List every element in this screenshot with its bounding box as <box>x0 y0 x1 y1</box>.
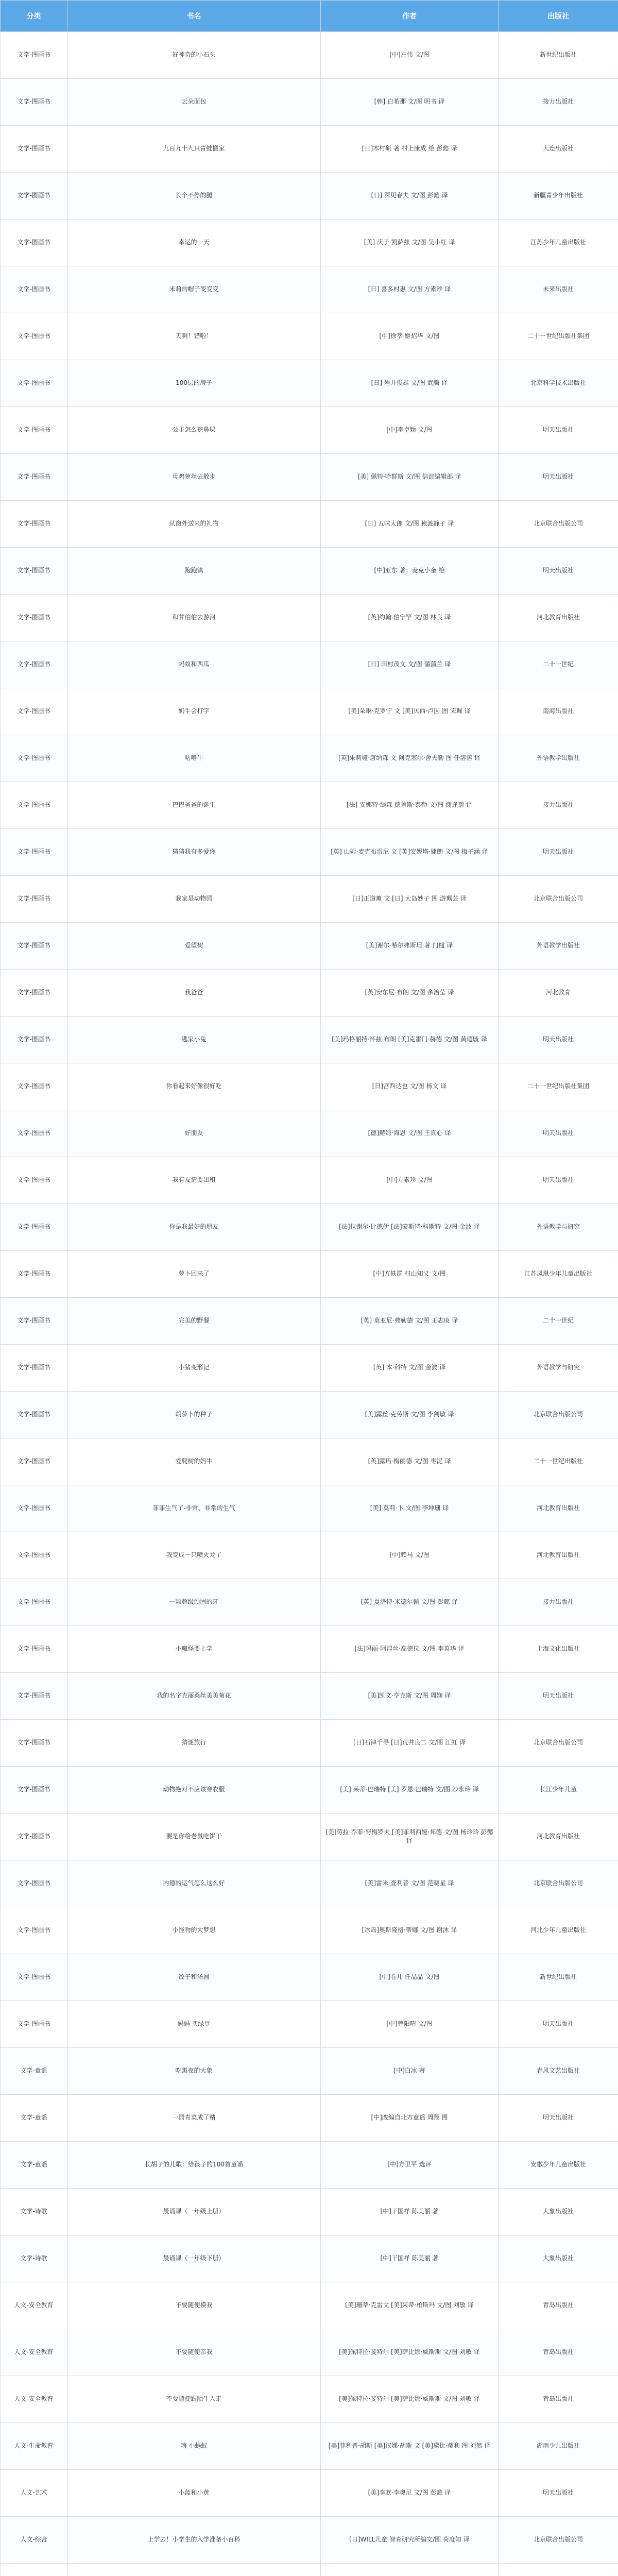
cell-title <box>67 2564 321 2576</box>
cell-author: [中]曾阳晴 文/图 <box>321 2001 499 2048</box>
cell-category: 文学-图画书 <box>1 1016 67 1063</box>
cell-title: 小猪变形记 <box>67 1345 321 1392</box>
table-row <box>1 454 618 501</box>
cell-publisher: 明天出版社 <box>499 829 618 876</box>
cell-title: 不要随便摸我 <box>67 2282 321 2329</box>
cell-author: [法]拉谢尔·比德伊 [法]蒙斯特·科斯特 文/图 金波 译 <box>321 1204 499 1251</box>
cell-category: 文学-图画书 <box>1 1532 67 1579</box>
cell-category: 文学-图画书 <box>1 219 67 266</box>
cell-title: 萝卜回来了 <box>67 1251 321 1298</box>
cell-publisher: 明天出版社 <box>499 2470 618 2517</box>
cell-category: 文学-图画书 <box>1 970 67 1016</box>
cell-category: 文学-图画书 <box>1 829 67 876</box>
table-row <box>1 923 618 970</box>
cell-category: 文学-图画书 <box>1 407 67 454</box>
cell-category: 文学-图画书 <box>1 1063 67 1110</box>
cell-publisher: 河北教育出版社 <box>499 595 618 641</box>
cell-author: [中]方轶群 村山知义 文/图 <box>321 1251 499 1298</box>
table-row <box>1 1673 618 1720</box>
cell-author: [中]干国祥 陈美丽 著 <box>321 2235 499 2282</box>
cell-publisher: 二十一世纪出版社 <box>499 1438 618 1485</box>
cell-author: [美]佩特拉·斐特尔 [美]萨比娜·威斯斯 文/图 刘敏 译 <box>321 2329 499 2376</box>
cell-publisher: 上海文化出版社 <box>499 1626 618 1673</box>
table-row <box>1 407 618 454</box>
cell-author <box>321 2564 499 2576</box>
cell-author: [美]菲利普·胡斯 [美]汉娜·胡斯 文 [美]黛比·蒂利 图 刘然 译 <box>321 2423 499 2470</box>
cell-author: [德]赫姆·海恩 文/图 王真心 译 <box>321 1110 499 1157</box>
cell-category: 文学-图画书 <box>1 173 67 219</box>
table-row <box>1 2001 618 2048</box>
table-row <box>1 970 618 1016</box>
cell-publisher: 明天出版社 <box>499 454 618 501</box>
cell-publisher: 外语教学出版社 <box>499 923 618 970</box>
cell-publisher: 北京联合出版公司 <box>499 2517 618 2564</box>
cell-publisher: 大连出版社 <box>499 126 618 173</box>
cell-author: [中]亚东 著；麦克小奎 绘 <box>321 548 499 595</box>
cell-category: 文学-图画书 <box>1 1298 67 1345</box>
cell-publisher: 接力出版社 <box>499 1579 618 1626</box>
cell-publisher: 二十一世纪 <box>499 1298 618 1345</box>
cell-title: 和甘伯伯去游河 <box>67 595 321 641</box>
cell-title: 猜猜我有多爱你 <box>67 829 321 876</box>
cell-category: 文学-图画书 <box>1 735 67 782</box>
cell-author: [英]约翰·伯宁罕 文/图 林良 译 <box>321 595 499 641</box>
cell-category: 文学-图画书 <box>1 454 67 501</box>
cell-publisher: 青岛出版社 <box>499 2329 618 2376</box>
cell-publisher: 新疆青少年出版社 <box>499 173 618 219</box>
table-row <box>1 1298 618 1345</box>
cell-author: [美]珊蒂·克雷文 [美]茱蒂·柏斯玛 文/图 刘敏 译 <box>321 2282 499 2329</box>
cell-title: 幸运的一天 <box>67 219 321 266</box>
cell-category: 人文-综合 <box>1 2517 67 2564</box>
cell-category: 文学-图画书 <box>1 876 67 923</box>
table-row <box>1 126 618 173</box>
cell-category: 文学-图画书 <box>1 360 67 407</box>
table-row <box>1 1860 618 1907</box>
cell-author: [日] 深见春夫 文/图 彭懿 译 <box>321 173 499 219</box>
cell-publisher: 大象出版社 <box>499 2189 618 2235</box>
cell-publisher: 明天出版社 <box>499 2095 618 2142</box>
cell-category: 文学-图画书 <box>1 1767 67 1814</box>
cell-author: [英] 山姆·麦克布雷尼 文 [英]安妮塔·婕朗 文/图 梅子涵 译 <box>321 829 499 876</box>
cell-author: [日]WILL儿童 智育研究所编文/图 荷度知 译 <box>321 2517 499 2564</box>
cell-title: 咕噜牛 <box>67 735 321 782</box>
cell-category: 文学-诗歌 <box>1 2189 67 2235</box>
table-row <box>1 595 618 641</box>
cell-category: 文学-图画书 <box>1 501 67 548</box>
table-row <box>1 2235 618 2282</box>
cell-category: 文学-图画书 <box>1 1673 67 1720</box>
cell-category: 文学-图画书 <box>1 126 67 173</box>
cell-author: [美] 佩特·哈群斯 文/图 信谊编辑部 译 <box>321 454 499 501</box>
cell-title: 小怪物的大梦想 <box>67 1907 321 1954</box>
cell-title: 好神奇的小石头 <box>67 32 321 79</box>
cell-publisher: 外语教学出版社 <box>499 735 618 782</box>
cell-author: [中]方卫平 选评 <box>321 2142 499 2189</box>
cell-publisher: 青岛出版社 <box>499 2376 618 2423</box>
table-row <box>1 1954 618 2001</box>
table-row <box>1 313 618 360</box>
cell-author: [美]雷米·查利普 文/图 范晓星 译 <box>321 1860 499 1907</box>
table-row <box>1 2470 618 2517</box>
cell-title: 饺子和汤圆 <box>67 1954 321 2001</box>
cell-category: 文学-图画书 <box>1 923 67 970</box>
cell-publisher: 二十一世纪 <box>499 641 618 688</box>
cell-title: 我有友情要出租 <box>67 1157 321 1204</box>
table-row <box>1 548 618 595</box>
cell-author: [日]石津千寻 [日]荒井良二 文/图 江虹 译 <box>321 1720 499 1767</box>
cell-title: 我家是动物园 <box>67 876 321 923</box>
cell-author: [中]白冰 著 <box>321 2048 499 2095</box>
cell-publisher: 明天出版社 <box>499 1110 618 1157</box>
cell-title: 内德的运气怎么这么好 <box>67 1860 321 1907</box>
table-row <box>1 1720 618 1767</box>
cell-category: 文学-图画书 <box>1 79 67 126</box>
table-row <box>1 1907 618 1954</box>
cell-publisher: 未来出版社 <box>499 266 618 313</box>
cell-category: 文学-图画书 <box>1 641 67 688</box>
table-header-row <box>1 1 618 32</box>
cell-author: [英] 莫亚尼·弗勒德 文/图 王志庚 译 <box>321 1298 499 1345</box>
cell-title: 跑跑镇 <box>67 548 321 595</box>
cell-author: [美] 庆子·凯萨兹 文/图 吴小红 译 <box>321 219 499 266</box>
cell-title: 一颗超级顽固的牙 <box>67 1579 321 1626</box>
cell-category: 文学-图画书 <box>1 1345 67 1392</box>
cell-author: [日] 五味太郎 文/图 猿渡静子 译 <box>321 501 499 548</box>
cell-category: 文学-诗歌 <box>1 2235 67 2282</box>
cell-author: [日]宫西达也 文/图 杨文 译 <box>321 1063 499 1110</box>
table-row <box>1 2376 618 2423</box>
cell-publisher: 北京联合出版公司 <box>499 876 618 923</box>
cell-publisher: 春风文艺出版社 <box>499 2048 618 2095</box>
cell-author: [美]劳拉·乔菲·努梅罗夫 [美]菲利西娅·邦德 文/图 杨玲玲 彭懿 译 <box>321 1814 499 1860</box>
cell-author: [中]方素珍 文/图 <box>321 1157 499 1204</box>
table-row <box>1 1485 618 1532</box>
table-row <box>1 1110 618 1157</box>
cell-title: 吃黑夜的大象 <box>67 2048 321 2095</box>
cell-author: [美]露丝·克劳斯 文/图 李剑敏 译 <box>321 1392 499 1438</box>
cell-category: 文学-图画书 <box>1 1579 67 1626</box>
cell-publisher: 明天出版社 <box>499 1673 618 1720</box>
cell-author: [中]卷儿 任晶晶 文/图 <box>321 1954 499 2001</box>
cell-publisher: 青岛出版社 <box>499 2282 618 2329</box>
cell-category: 文学-图画书 <box>1 1110 67 1157</box>
cell-category: 文学-图画书 <box>1 1814 67 1860</box>
cell-publisher: 外语教学与研究 <box>499 1345 618 1392</box>
cell-author: [美]佩特拉·斐特尔 [美]萨比娜·威斯斯 文/图 刘敏 译 <box>321 2376 499 2423</box>
cell-author: [日] 喜多村惠 文/图 方素珍 译 <box>321 266 499 313</box>
table-row <box>1 219 618 266</box>
cell-category: 人文-安全教育 <box>1 2329 67 2376</box>
cell-publisher: 江苏凤凰少年儿童出版社 <box>499 1251 618 1298</box>
cell-title: 巴巴爸爸的诞生 <box>67 782 321 829</box>
cell-category: 文学-图画书 <box>1 2001 67 2048</box>
table-row <box>1 1016 618 1063</box>
cell-author: [英]露玛·梅丽德 文/图 枣泥 译 <box>321 1438 499 1485</box>
cell-title: 米莉的帽子变变变 <box>67 266 321 313</box>
cell-author: [英]安东尼·布朗 文/图 余治莹 译 <box>321 970 499 1016</box>
cell-publisher: 明天出版社 <box>499 407 618 454</box>
cell-publisher: 江苏少年儿童出版社 <box>499 219 618 266</box>
cell-category: 文学-图画书 <box>1 1251 67 1298</box>
cell-author: [法]玛丽-阿涅丝·高德拉 文/图 李英华 译 <box>321 1626 499 1673</box>
table-row <box>1 79 618 126</box>
cell-category: 文学-图画书 <box>1 32 67 79</box>
cell-title: 我的名字克丽桑丝美美菊花 <box>67 1673 321 1720</box>
cell-title: 天啊！错啦！ <box>67 313 321 360</box>
table-row <box>1 501 618 548</box>
cell-author: [美]谢尔·希尔弗斯坦 著 门槛 译 <box>321 923 499 970</box>
cell-author: [英]朱莉娅·唐纳森 文 阿克塞尔·舍夫勒 图 任溶溶 译 <box>321 735 499 782</box>
cell-category: 人文-安全教育 <box>1 2376 67 2423</box>
table-row <box>1 2329 618 2376</box>
cell-publisher <box>499 2564 618 2576</box>
cell-publisher: 新世纪出版社 <box>499 1954 618 2001</box>
table-row <box>1 2517 618 2564</box>
column-header-category: 分类 <box>1 1 67 32</box>
cell-category: 文学-图画书 <box>1 782 67 829</box>
cell-title: 我变成一只喷火龙了 <box>67 1532 321 1579</box>
table-row <box>1 782 618 829</box>
table-row <box>1 2423 618 2470</box>
cell-category: 人文-生命教育 <box>1 2423 67 2470</box>
cell-publisher: 二十一世纪出版社集团 <box>499 313 618 360</box>
cell-title: 长胡子的儿歌：给孩子的100首童谣 <box>67 2142 321 2189</box>
cell-title: 不要随便亲我 <box>67 2329 321 2376</box>
cell-author: [英] 夏洛特·米德尔顿 文/图 彭懿 译 <box>321 1579 499 1626</box>
cell-publisher: 明天出版社 <box>499 1016 618 1063</box>
table-body <box>1 32 618 2576</box>
cell-publisher: 新世纪出版社 <box>499 32 618 79</box>
cell-publisher: 接力出版社 <box>499 79 618 126</box>
table-row <box>1 2189 618 2235</box>
cell-publisher: 明天出版社 <box>499 548 618 595</box>
cell-publisher: 明天出版社 <box>499 2001 618 2048</box>
cell-author: [中]干国祥 陈美丽 著 <box>321 2189 499 2235</box>
table-row <box>1 1204 618 1251</box>
cell-category: 文学-图画书 <box>1 1392 67 1438</box>
table-row <box>1 1532 618 1579</box>
table-row <box>1 2564 618 2576</box>
cell-title: 晨诵课（一年级上册） <box>67 2189 321 2235</box>
column-header-title: 书名 <box>67 1 321 32</box>
cell-author: [韩] 白希那 文/图 明书 译 <box>321 79 499 126</box>
cell-title: 九百九十九只青蛙搬家 <box>67 126 321 173</box>
table-row <box>1 1251 618 1298</box>
cell-category: 文学-图画书 <box>1 688 67 735</box>
cell-category: 文学-图画书 <box>1 1907 67 1954</box>
table-row <box>1 2095 618 2142</box>
cell-category: 人文-安全教育 <box>1 2282 67 2329</box>
cell-category: 文学-图画书 <box>1 266 67 313</box>
table-row <box>1 1626 618 1673</box>
table-row <box>1 688 618 735</box>
cell-category: 文学-童谣 <box>1 2095 67 2142</box>
table-row <box>1 829 618 876</box>
cell-publisher: 北京联合出版公司 <box>499 1860 618 1907</box>
cell-title: 爱望树 <box>67 923 321 970</box>
cell-author: [冰岛]奥斯隆格·蒂娜 文/图 谢沐 译 <box>321 1907 499 1954</box>
cell-title: 母鸡萝丝去散步 <box>67 454 321 501</box>
cell-author: [美] 茱蒂·巴瑞特 [美] 罗恩·巴瑞特 文/图 沙永玲 译 <box>321 1767 499 1814</box>
cell-publisher: 北京联合出版公司 <box>499 501 618 548</box>
cell-publisher: 北京联合出版公司 <box>499 1720 618 1767</box>
cell-publisher: 明天出版社 <box>499 1157 618 1204</box>
cell-title: 晨诵课（一年级下册） <box>67 2235 321 2282</box>
column-header-author: 作者 <box>321 1 499 32</box>
cell-category: 文学-图画书 <box>1 1860 67 1907</box>
cell-title: 100层的房子 <box>67 360 321 407</box>
cell-author: [美]玛格丽特·怀兹·布朗 [美]克雷门·赫德 文/图 黄迺毓 译 <box>321 1016 499 1063</box>
cell-publisher: 南海出版社 <box>499 688 618 735</box>
cell-author: [英] 本·科特 文/图 金波 译 <box>321 1345 499 1392</box>
table-row <box>1 2048 618 2095</box>
cell-category: 文学-图画书 <box>1 1157 67 1204</box>
cell-publisher: 湖南少儿出版社 <box>499 2423 618 2470</box>
cell-publisher: 外语教学与研究 <box>499 1204 618 1251</box>
cell-author: [中]徐萃 姬炤华 文/图 <box>321 313 499 360</box>
cell-publisher: 北京科学技术出版社 <box>499 360 618 407</box>
cell-title: 逃家小兔 <box>67 1016 321 1063</box>
cell-title: 不要随便跟陌生人走 <box>67 2376 321 2423</box>
cell-publisher: 河北少年儿童出版社 <box>499 1907 618 1954</box>
cell-title: 妈妈 买绿豆 <box>67 2001 321 2048</box>
cell-title: 嗨 小蚂蚁 <box>67 2423 321 2470</box>
table-row <box>1 876 618 923</box>
table-row <box>1 2142 618 2189</box>
cell-title: 公主怎么挖鼻屎 <box>67 407 321 454</box>
cell-publisher: 接力出版社 <box>499 782 618 829</box>
cell-author: [日]正道薰 文 [日] 大岛妙子 图 游珮芸 译 <box>321 876 499 923</box>
cell-category: 文学-图画书 <box>1 548 67 595</box>
cell-author: [美]李欧·李奥尼 文/图 彭懿 译 <box>321 2470 499 2517</box>
cell-publisher: 大象出版社 <box>499 2235 618 2282</box>
cell-publisher: 河北教育 <box>499 970 618 1016</box>
cell-author: [中]李卓颖 文/图 <box>321 407 499 454</box>
table-row <box>1 2282 618 2329</box>
cell-author: [法] 安娜特·缇森 德鲁斯·泰勒 文/图 谢逢蓓 译 <box>321 782 499 829</box>
cell-category <box>1 2564 67 2576</box>
cell-author: [美] 莫莉·卞 文/图 李坤珊 译 <box>321 1485 499 1532</box>
cell-author: [美]朵琳·克罗宁 文 [美]贝西·卢因 图 宋珮 译 <box>321 688 499 735</box>
cell-category: 文学-图画书 <box>1 313 67 360</box>
table-row <box>1 1063 618 1110</box>
cell-title: 小蓝和小黄 <box>67 2470 321 2517</box>
cell-publisher: 北京联合出版公司 <box>499 1392 618 1438</box>
cell-author: [日] 田村茂文 文/图 蒲蒲兰 译 <box>321 641 499 688</box>
table-row <box>1 32 618 79</box>
table-row <box>1 641 618 688</box>
cell-title: 蚂蚁和西瓜 <box>67 641 321 688</box>
table-row <box>1 1345 618 1392</box>
cell-category: 文学-图画书 <box>1 1485 67 1532</box>
cell-title: 小魔怪要上学 <box>67 1626 321 1673</box>
cell-author: [中]改编自北方童谣 周翔 图 <box>321 2095 499 2142</box>
cell-publisher: 河北教育出版社 <box>499 1814 618 1860</box>
cell-category: 文学-图画书 <box>1 1720 67 1767</box>
cell-title: 胡萝卜的种子 <box>67 1392 321 1438</box>
table-row <box>1 1438 618 1485</box>
cell-title: 猜谜旅行 <box>67 1720 321 1767</box>
cell-publisher: 安徽少年儿童出版社 <box>499 2142 618 2189</box>
cell-title: 菲菲生气了-非常、非常的生气 <box>67 1485 321 1532</box>
cell-category: 文学-图画书 <box>1 1438 67 1485</box>
column-header-publisher: 出版社 <box>499 1 618 32</box>
cell-publisher: 河北教育出版社 <box>499 1532 618 1579</box>
cell-title: 完美的野餐 <box>67 1298 321 1345</box>
cell-title: 一园青菜成了精 <box>67 2095 321 2142</box>
cell-category: 文学-童谣 <box>1 2048 67 2095</box>
cell-title: 云朵面包 <box>67 79 321 126</box>
cell-category: 文学-图画书 <box>1 1626 67 1673</box>
cell-author: [中]左伟 文/图 <box>321 32 499 79</box>
cell-title: 你是我最好的朋友 <box>67 1204 321 1251</box>
cell-title: 从窗外送来的礼物 <box>67 501 321 548</box>
cell-category: 文学-童谣 <box>1 2142 67 2189</box>
cell-category: 文学-图画书 <box>1 1204 67 1251</box>
cell-title: 长个不停的腿 <box>67 173 321 219</box>
cell-category: 文学-图画书 <box>1 1954 67 2001</box>
cell-title: 动物绝对不应该穿衣服 <box>67 1767 321 1814</box>
table-row <box>1 1579 618 1626</box>
cell-title: 爱爬树的妈牛 <box>67 1438 321 1485</box>
table-row <box>1 1392 618 1438</box>
cell-author: [美]凯文·亨克斯 文/图 周娴 译 <box>321 1673 499 1720</box>
cell-title: 上学去！小学生的入学准备小百科 <box>67 2517 321 2564</box>
table-row <box>1 1814 618 1860</box>
table-row <box>1 173 618 219</box>
cell-author: [日] 岩井俊雄 文/图 武腾 译 <box>321 360 499 407</box>
cell-publisher: 河北教育出版社 <box>499 1485 618 1532</box>
cell-title: 要是你给老鼠吃饼干 <box>67 1814 321 1860</box>
table-row <box>1 1157 618 1204</box>
table-row <box>1 1767 618 1814</box>
cell-publisher: 长江少年儿童 <box>499 1767 618 1814</box>
table-row <box>1 266 618 313</box>
cell-author: [日]木村研 著 村上康成 绘 彭懿 译 <box>321 126 499 173</box>
cell-category: 人文-艺术 <box>1 2470 67 2517</box>
cell-author: [中]赖马 文/图 <box>321 1532 499 1579</box>
table-row <box>1 735 618 782</box>
cell-category: 文学-图画书 <box>1 595 67 641</box>
cell-title: 好朋友 <box>67 1110 321 1157</box>
cell-title: 奶牛会打字 <box>67 688 321 735</box>
cell-title: 我爸爸 <box>67 970 321 1016</box>
cell-title: 你看起来好像很好吃 <box>67 1063 321 1110</box>
table-header <box>1 1 618 32</box>
table-row <box>1 360 618 407</box>
cell-publisher: 二十一世纪出版社集团 <box>499 1063 618 1110</box>
